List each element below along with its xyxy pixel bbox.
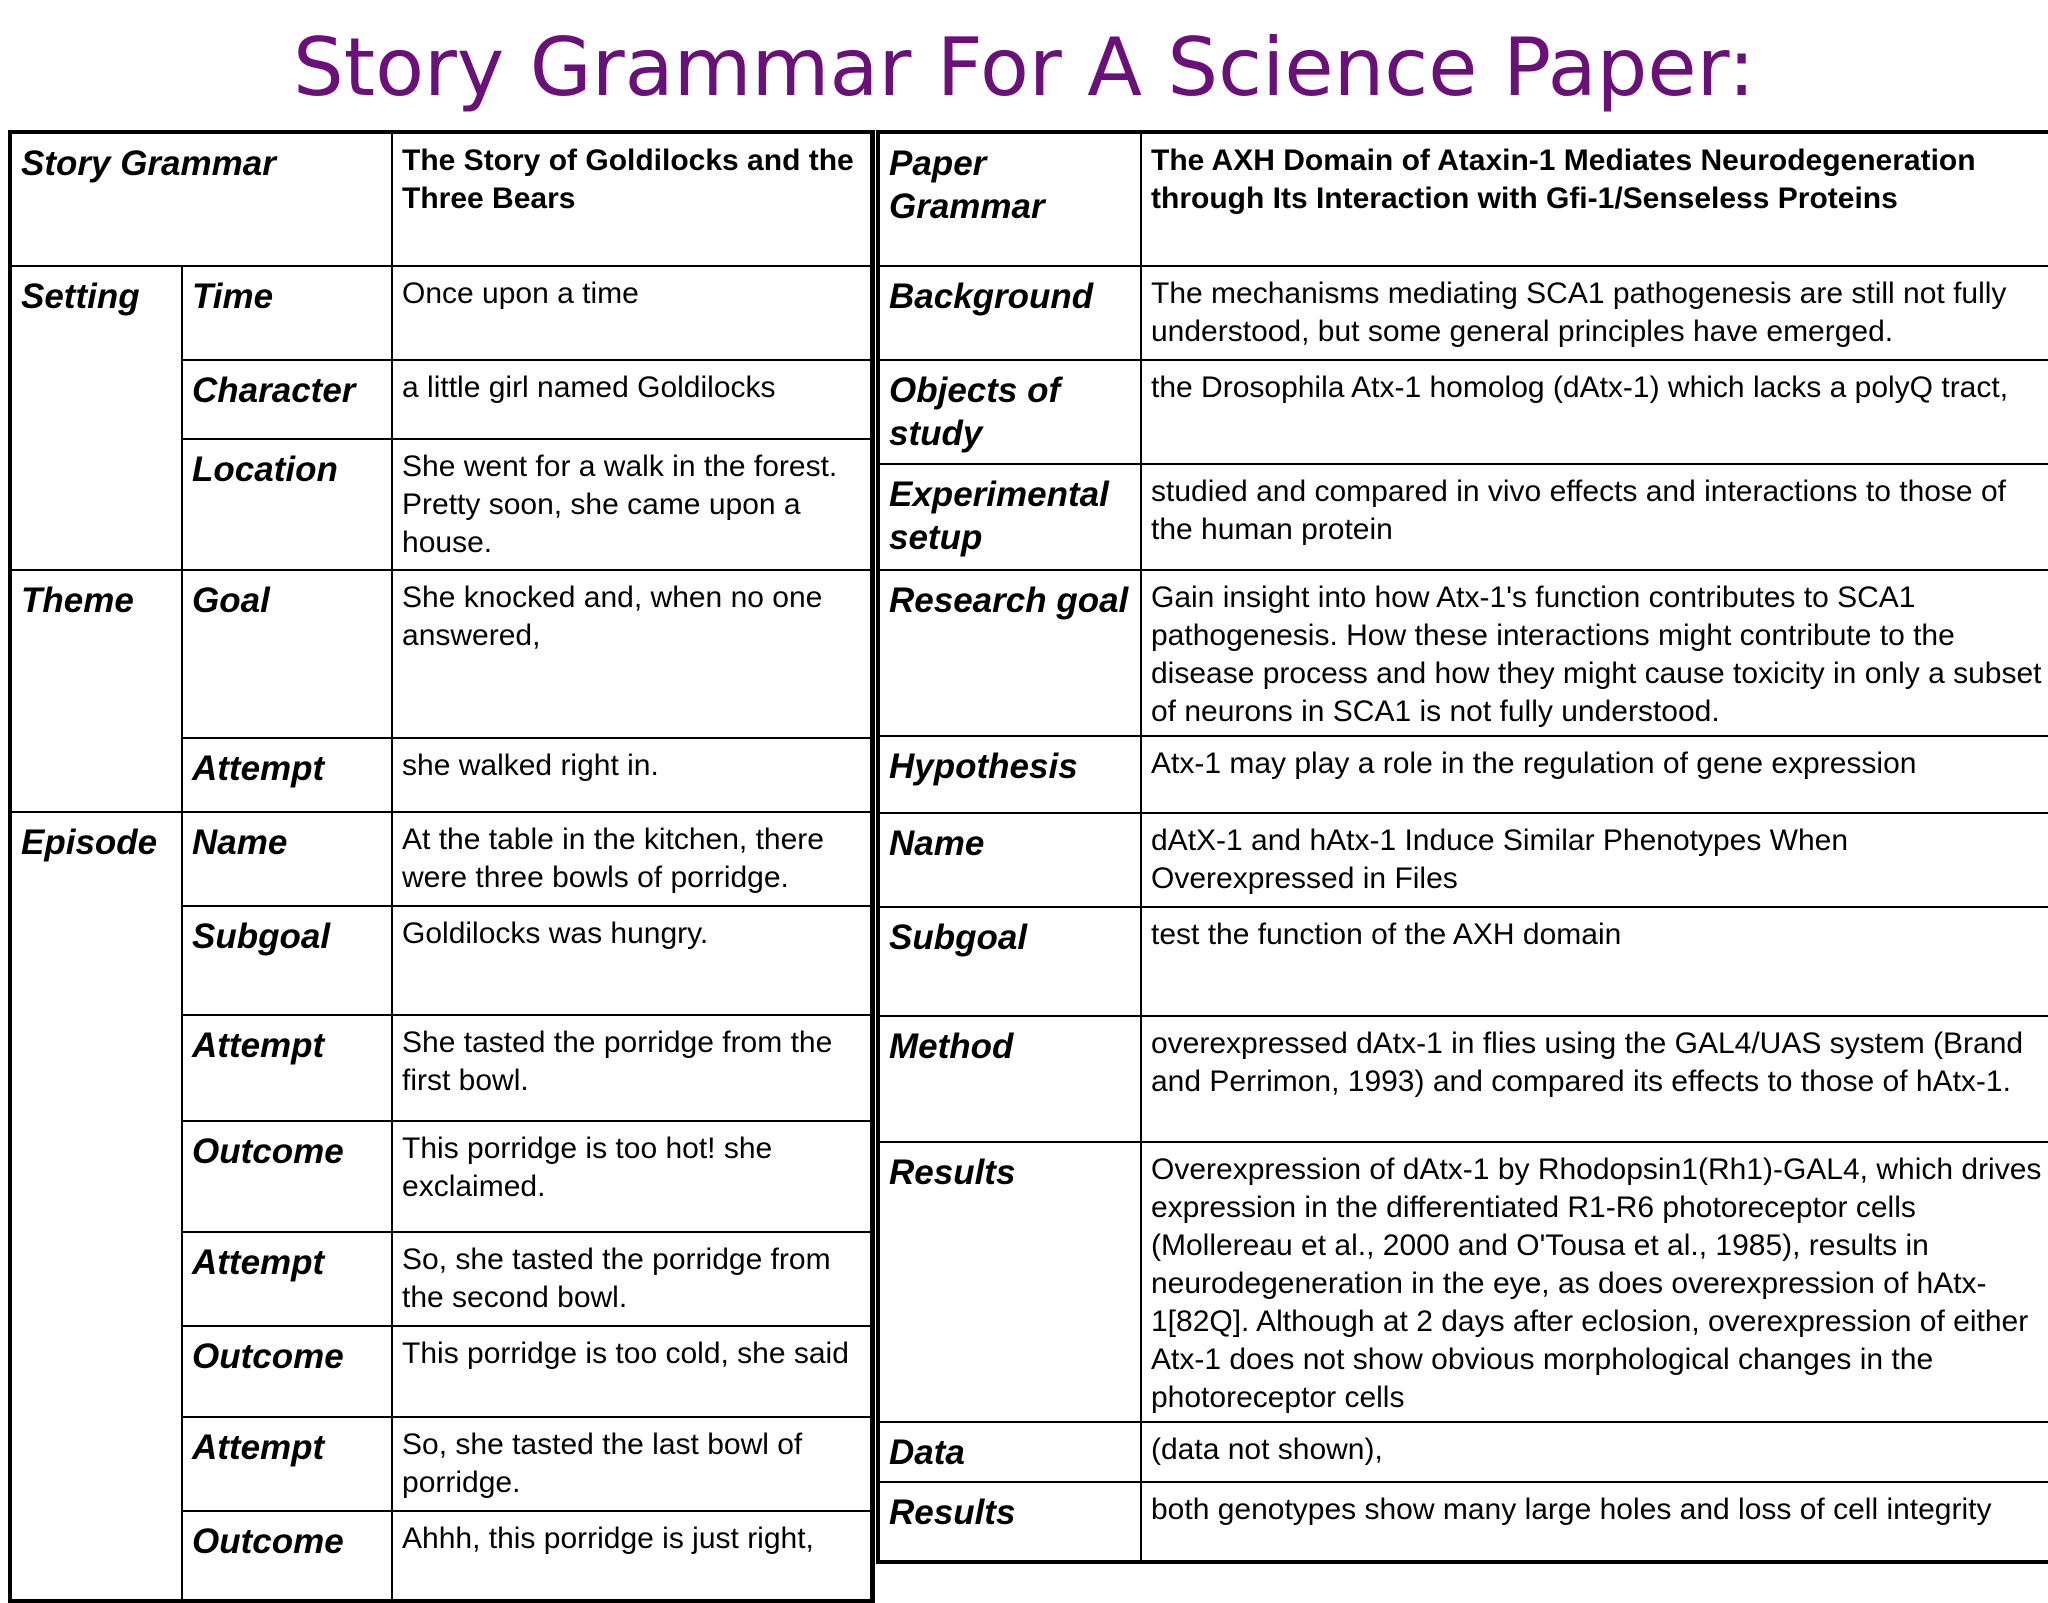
- element-text: both genotypes show many large holes and loss of cell integrity: [1141, 1482, 2048, 1562]
- element-label: Objects of study: [878, 360, 1141, 464]
- element-label: Character: [182, 360, 392, 439]
- element-label: Subgoal: [878, 907, 1141, 1016]
- table-row: [10, 360, 872, 439]
- table-row: [10, 1417, 872, 1511]
- element-label: Hypothesis: [878, 736, 1141, 813]
- element-label: Outcome: [182, 1121, 392, 1232]
- table-row: [878, 736, 2048, 813]
- table-row: [878, 907, 2048, 1016]
- section-spacer: [10, 439, 182, 570]
- table-row: [10, 1232, 872, 1326]
- table-row: [10, 1015, 872, 1121]
- section-spacer: [10, 738, 182, 812]
- section-spacer: [10, 360, 182, 439]
- element-text: Ahhh, this porridge is just right,: [392, 1511, 872, 1601]
- element-label: Outcome: [182, 1511, 392, 1601]
- table-row: [10, 906, 872, 1015]
- section-spacer: [10, 1326, 182, 1417]
- element-text: She tasted the porridge from the first bowl.: [392, 1015, 872, 1121]
- section-theme: Theme: [10, 570, 182, 738]
- element-label: Experimental setup: [878, 464, 1141, 570]
- table-row: [878, 570, 2048, 736]
- element-text: overexpressed dAtx-1 in flies using the GAL4/UAS system (Brand and Perrimon, 1993) and compared its effects to those of hAtx-1.: [1141, 1016, 2048, 1142]
- element-label: Attempt: [182, 1015, 392, 1121]
- section-spacer: [10, 1232, 182, 1326]
- element-label: Subgoal: [182, 906, 392, 1015]
- element-text: At the table in the kitchen, there were three bowls of porridge.: [392, 812, 872, 906]
- table-row: [878, 813, 2048, 907]
- table-row: [10, 1121, 872, 1232]
- table-row: [878, 1142, 2048, 1422]
- element-label: Location: [182, 439, 392, 570]
- element-text: Atx-1 may play a role in the regulation of gene expression: [1141, 736, 2048, 813]
- table-row: [10, 266, 872, 360]
- element-label: Name: [182, 812, 392, 906]
- story-grammar-table: [8, 130, 875, 1603]
- element-label: Outcome: [182, 1326, 392, 1417]
- element-text: She went for a walk in the forest. Pretty soon, she came upon a house.: [392, 439, 872, 570]
- section-spacer: [10, 1015, 182, 1121]
- element-text: dAtX-1 and hAtx-1 Induce Similar Phenotypes When Overexpressed in Files: [1141, 813, 2048, 907]
- element-text: So, she tasted the last bowl of porridge.: [392, 1417, 872, 1511]
- element-text: Overexpression of dAtx-1 by Rhodopsin1(Rh1)-GAL4, which drives expression in the differentiated R1-R6 photoreceptor cells (Mollereau et al., 2000 and O'Tousa et al., 1985), results in neurodegeneration in the eye, as does overexpression of hAtx-1[82Q]. Although at 2 days after eclosion, overexpression of either Atx-1 does not show obvious morphological changes in the photoreceptor cells: [1141, 1142, 2048, 1422]
- element-text: So, she tasted the porridge from the second bowl.: [392, 1232, 872, 1326]
- table-row: [878, 1422, 2048, 1482]
- element-text: She knocked and, when no one answered,: [392, 570, 872, 738]
- paper-header-row: [878, 132, 2048, 266]
- paper-grammar-header: Paper Grammar: [878, 132, 1141, 266]
- element-label: Results: [878, 1482, 1141, 1562]
- element-label: Data: [878, 1422, 1141, 1482]
- element-label: Method: [878, 1016, 1141, 1142]
- paper-title-header: The AXH Domain of Ataxin-1 Mediates Neurodegeneration through Its Interaction with Gfi-1/Senseless Proteins: [1141, 132, 2048, 266]
- element-label: Time: [182, 266, 392, 360]
- section-spacer: [10, 1511, 182, 1601]
- element-text: (data not shown),: [1141, 1422, 2048, 1482]
- element-text: The mechanisms mediating SCA1 pathogenesis are still not fully understood, but some general principles have emerged.: [1141, 266, 2048, 360]
- table-row: [10, 1511, 872, 1601]
- table-row: [10, 812, 872, 906]
- section-episode: Episode: [10, 812, 182, 906]
- table-row: [878, 266, 2048, 360]
- section-setting: Setting: [10, 266, 182, 360]
- element-label: Name: [878, 813, 1141, 907]
- story-title-header: The Story of Goldilocks and the Three Bears: [392, 132, 872, 266]
- element-text: a little girl named Goldilocks: [392, 360, 872, 439]
- paper-grammar-table: [876, 130, 2048, 1564]
- element-label: Results: [878, 1142, 1141, 1422]
- table-row: [10, 570, 872, 738]
- section-spacer: [10, 1121, 182, 1232]
- element-label: Attempt: [182, 1232, 392, 1326]
- page-title: Story Grammar For A Science Paper:: [292, 21, 1756, 114]
- table-row: [878, 1016, 2048, 1142]
- story-grammar-header: Story Grammar: [10, 132, 392, 266]
- element-text: test the function of the AXH domain: [1141, 907, 2048, 1016]
- table-row: [10, 1326, 872, 1417]
- element-label: Research goal: [878, 570, 1141, 736]
- element-text: studied and compared in vivo effects and interactions to those of the human protein: [1141, 464, 2048, 570]
- table-row: [878, 1482, 2048, 1562]
- table-row: [878, 464, 2048, 570]
- element-label: Goal: [182, 570, 392, 738]
- section-spacer: [10, 1417, 182, 1511]
- table-row: [10, 439, 872, 570]
- table-row: [878, 360, 2048, 464]
- element-text: This porridge is too hot! she exclaimed.: [392, 1121, 872, 1232]
- element-label: Attempt: [182, 738, 392, 812]
- story-header-row: [10, 132, 872, 266]
- element-label: Attempt: [182, 1417, 392, 1511]
- element-text: Gain insight into how Atx-1's function contributes to SCA1 pathogenesis. How these interactions might contribute to the disease process and how they might cause toxicity in only a subset of neurons in SCA1 is not fully understood.: [1141, 570, 2048, 736]
- element-text: Once upon a time: [392, 266, 872, 360]
- table-row: [10, 738, 872, 812]
- element-text: This porridge is too cold, she said: [392, 1326, 872, 1417]
- element-text: she walked right in.: [392, 738, 872, 812]
- element-text: Goldilocks was hungry.: [392, 906, 872, 1015]
- section-spacer: [10, 906, 182, 1015]
- element-label: Background: [878, 266, 1141, 360]
- element-text: the Drosophila Atx-1 homolog (dAtx-1) which lacks a polyQ tract,: [1141, 360, 2048, 464]
